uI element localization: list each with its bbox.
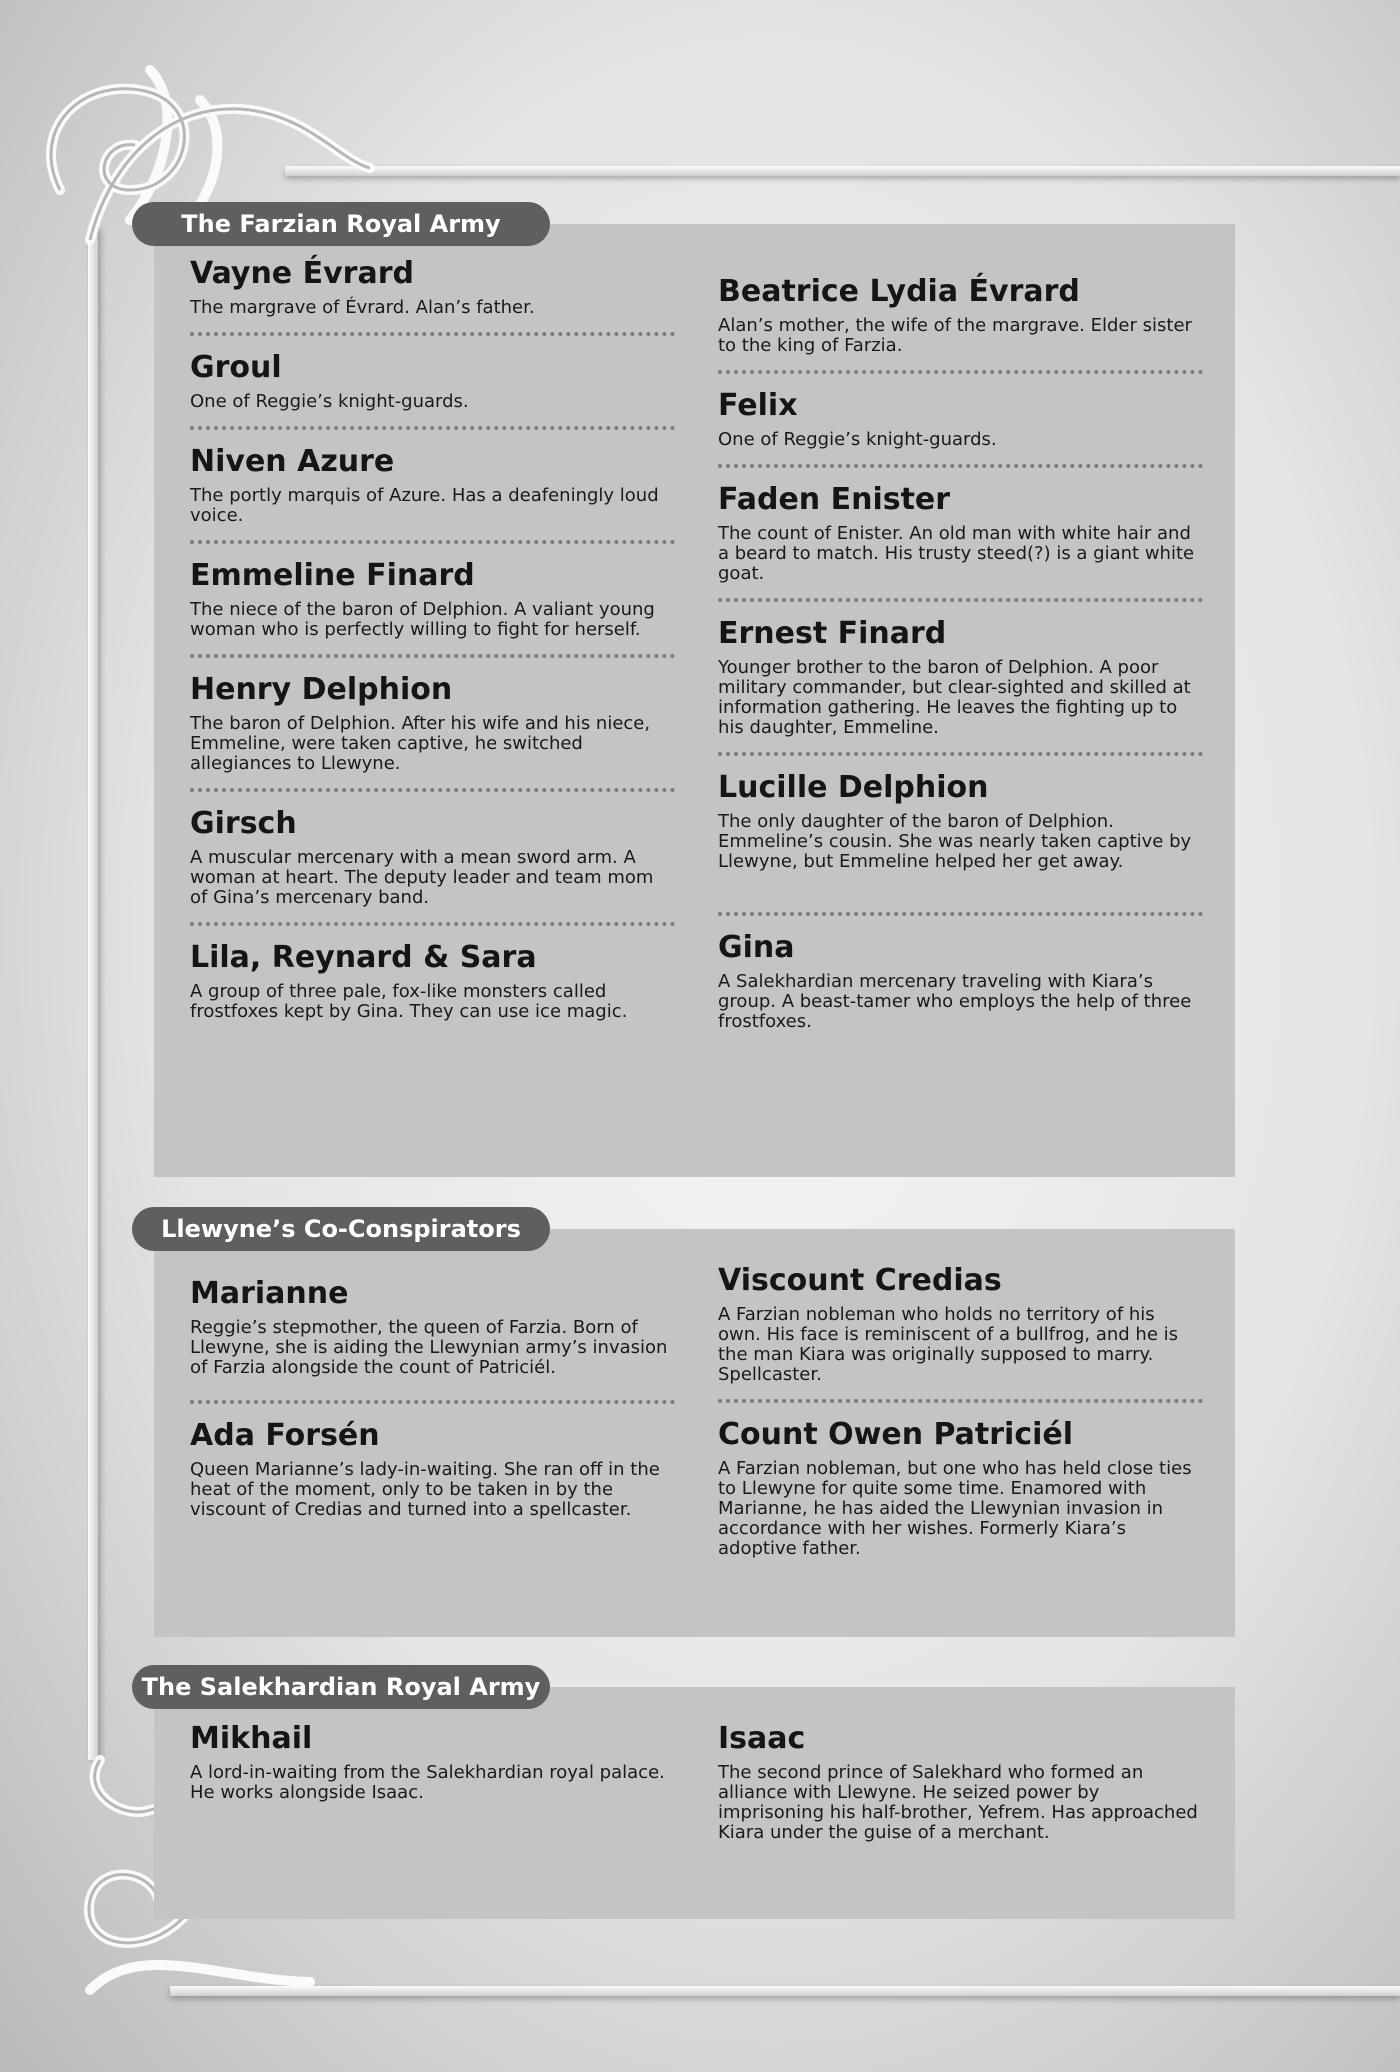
character-name: Beatrice Lydia Évrard bbox=[718, 274, 1080, 309]
farzian-army-left-column bbox=[190, 256, 675, 1050]
character-name: Faden Enister bbox=[718, 482, 951, 517]
co-conspirators-left-column bbox=[190, 1276, 675, 1548]
character-description: A Farzian nobleman who holds no territory of his own. His face is reminiscent of a bullfrog, and he is the man Kiara was originally supposed to marry. Spellcaster. bbox=[718, 1304, 1178, 1385]
character-name: Emmeline Finard bbox=[190, 558, 475, 593]
character-description: The portly marquis of Azure. Has a deafeningly loud voice. bbox=[190, 485, 659, 526]
character-description: The count of Enister. An old man with white hair and a beard to match. His trusty steed(?) is a giant white goat. bbox=[718, 523, 1195, 584]
character-description: The baron of Delphion. After his wife and his niece, Emmeline, were taken captive, he switched allegiances to Llewyne. bbox=[190, 713, 651, 774]
character-entry bbox=[190, 1276, 675, 1404]
character-description: A muscular mercenary with a mean sword arm. A woman at heart. The deputy leader and team mom of Gina’s mercenary band. bbox=[190, 847, 654, 908]
section-header-salekhardian-army: The Salekhardian Royal Army bbox=[132, 1665, 550, 1709]
character-description: The only daughter of the baron of Delphion. Emmeline’s cousin. She was nearly taken captive by Llewyne, but Emmeline helped her get away. bbox=[718, 811, 1192, 872]
character-name: Lucille Delphion bbox=[718, 770, 989, 805]
character-description: A Salekhardian mercenary traveling with Kiara’s group. A beast-tamer who employs the help of three frostfoxes. bbox=[718, 971, 1192, 1032]
character-description: One of Reggie’s knight-guards. bbox=[718, 429, 997, 450]
salekhardian-army-right-column bbox=[718, 1721, 1203, 1871]
character-entry bbox=[190, 806, 675, 926]
character-description: A group of three pale, fox-like monsters called frostfoxes kept by Gina. They can use ice magic. bbox=[190, 981, 628, 1022]
character-description: Alan’s mother, the wife of the margrave. Elder sister to the king of Farzia. bbox=[718, 315, 1192, 356]
character-name: Ernest Finard bbox=[718, 616, 947, 651]
character-description: One of Reggie’s knight-guards. bbox=[190, 391, 469, 412]
character-description: The second prince of Salekhard who formed an alliance with Llewyne. He seized power by imprisoning his half-brother, Yefrem. Has approached Kiara under the guise of a merchant. bbox=[718, 1762, 1198, 1843]
section-header-co-conspirators: Llewyne’s Co-Conspirators bbox=[132, 1207, 550, 1251]
section-header-farzian-army: The Farzian Royal Army bbox=[132, 202, 550, 246]
frame-bottom-border bbox=[170, 1986, 1400, 1996]
character-entry bbox=[190, 256, 675, 336]
character-description: Queen Marianne’s lady-in-waiting. She ran off in the heat of the moment, only to be taken in by the viscount of Credias and turned into a spellcaster. bbox=[190, 1459, 660, 1520]
character-name: Niven Azure bbox=[190, 444, 395, 479]
character-name: Groul bbox=[190, 350, 282, 385]
character-entry bbox=[190, 558, 675, 658]
character-name: Gina bbox=[718, 930, 795, 965]
character-name: Lila, Reynard & Sara bbox=[190, 940, 537, 975]
character-entry bbox=[718, 274, 1203, 374]
character-name: Viscount Credias bbox=[718, 1263, 1002, 1298]
character-entry bbox=[190, 1418, 675, 1534]
character-name: Felix bbox=[718, 388, 798, 423]
character-entry bbox=[190, 350, 675, 430]
character-description: A Farzian nobleman, but one who has held close ties to Llewyne for quite some time. Enamored with Marianne, he has aided the Llewynian invasion in accordance with her wishes. Formerly Kiara’s adoptive father. bbox=[718, 1458, 1192, 1559]
character-description: Younger brother to the baron of Delphion. A poor military commander, but clear-sighted and skilled at information gathering. He leaves the fighting up to his daughter, Emmeline. bbox=[718, 657, 1191, 738]
character-description: A lord-in-waiting from the Salekhardian royal palace. He works alongside Isaac. bbox=[190, 1762, 665, 1803]
character-entry bbox=[718, 616, 1203, 756]
character-entry bbox=[718, 1721, 1203, 1857]
character-name: Girsch bbox=[190, 806, 297, 841]
character-name: Isaac bbox=[718, 1721, 806, 1756]
character-entry bbox=[718, 930, 1203, 1046]
salekhardian-army-left-column bbox=[190, 1721, 675, 1831]
character-name: Count Owen Patriciél bbox=[718, 1417, 1074, 1452]
character-description: The margrave of Évrard. Alan’s father. bbox=[190, 297, 535, 318]
character-name: Vayne Évrard bbox=[190, 256, 414, 291]
farzian-army-right-column bbox=[718, 274, 1203, 1060]
character-entry bbox=[718, 770, 1203, 916]
frame-top-border bbox=[285, 166, 1400, 176]
character-entry bbox=[718, 1263, 1203, 1403]
frame-left-border bbox=[88, 230, 98, 1760]
character-name: Mikhail bbox=[190, 1721, 313, 1756]
character-description: Reggie’s stepmother, the queen of Farzia. Born of Llewyne, she is aiding the Llewynian army’s invasion of Farzia alongside the count of Patriciél. bbox=[190, 1317, 668, 1378]
character-name: Henry Delphion bbox=[190, 672, 453, 707]
character-entry bbox=[718, 1417, 1203, 1573]
character-description: The niece of the baron of Delphion. A valiant young woman who is perfectly willing to fight for herself. bbox=[190, 599, 655, 640]
character-name: Ada Forsén bbox=[190, 1418, 380, 1453]
character-entry bbox=[190, 1721, 675, 1817]
co-conspirators-right-column bbox=[718, 1263, 1203, 1587]
character-entry bbox=[190, 940, 675, 1036]
character-entry bbox=[190, 672, 675, 792]
character-entry bbox=[718, 482, 1203, 602]
character-entry bbox=[190, 444, 675, 544]
character-entry bbox=[718, 388, 1203, 468]
character-name: Marianne bbox=[190, 1276, 349, 1311]
